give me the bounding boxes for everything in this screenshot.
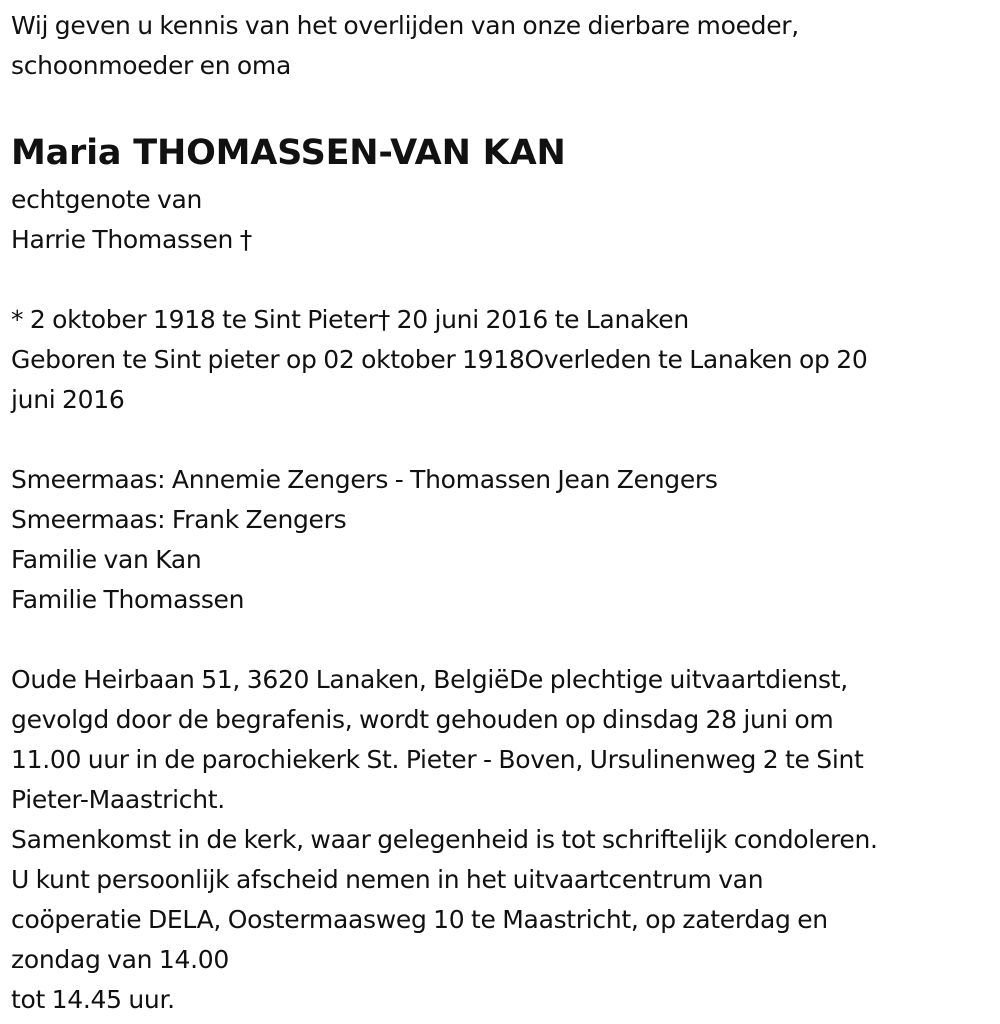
details-line: Pieter-Maastricht. xyxy=(11,785,225,814)
details-line: coöperatie DELA, Oostermaasweg 10 te Maastricht, op zaterdag en xyxy=(11,905,828,934)
spacer xyxy=(11,620,986,660)
dates-line: Geboren te Sint pieter op 02 oktober 1918Overleden te Lanaken op 20 xyxy=(11,345,868,374)
spouse-block xyxy=(11,180,986,260)
dates-line: * 2 oktober 1918 te Sint Pieter† 20 juni 2016 te Lanaken xyxy=(11,305,689,334)
details-line: U kunt persoonlijk afscheid nemen in het uitvaartcentrum van xyxy=(11,865,764,894)
dates-block xyxy=(11,300,986,420)
spouse-line: echtgenote van xyxy=(11,185,203,214)
family-block xyxy=(11,460,986,620)
family-line: Familie Thomassen xyxy=(11,585,245,614)
dates-line: juni 2016 xyxy=(11,385,125,414)
details-line: tot 14.45 uur. xyxy=(11,985,175,1014)
details-block xyxy=(11,660,986,1020)
family-line: Smeermaas: Frank Zengers xyxy=(11,505,347,534)
intro-line: schoonmoeder en oma xyxy=(11,51,291,80)
family-line: Familie van Kan xyxy=(11,545,202,574)
spacer xyxy=(11,86,986,126)
details-line: Samenkomst in de kerk, waar gelegenheid is tot schriftelijk condoleren. xyxy=(11,825,878,854)
details-line: zondag van 14.00 xyxy=(11,945,229,974)
deceased-name: Maria THOMASSEN-VAN KAN xyxy=(11,133,566,173)
intro-line: Wij geven u kennis van het overlijden van onze dierbare moeder, xyxy=(11,11,799,40)
details-line: Oude Heirbaan 51, 3620 Lanaken, BelgiëDe plechtige uitvaartdienst, xyxy=(11,665,848,694)
intro-text xyxy=(11,0,986,86)
spacer xyxy=(11,420,986,460)
details-line: 11.00 uur in de parochiekerk St. Pieter - Boven, Ursulinenweg 2 te Sint xyxy=(11,745,864,774)
spouse-line: Harrie Thomassen † xyxy=(11,225,252,254)
spacer xyxy=(11,260,986,300)
obituary-notice xyxy=(11,0,986,1020)
details-line: gevolgd door de begrafenis, wordt gehouden op dinsdag 28 juni om xyxy=(11,705,834,734)
family-line: Smeermaas: Annemie Zengers - Thomassen Jean Zengers xyxy=(11,465,718,494)
